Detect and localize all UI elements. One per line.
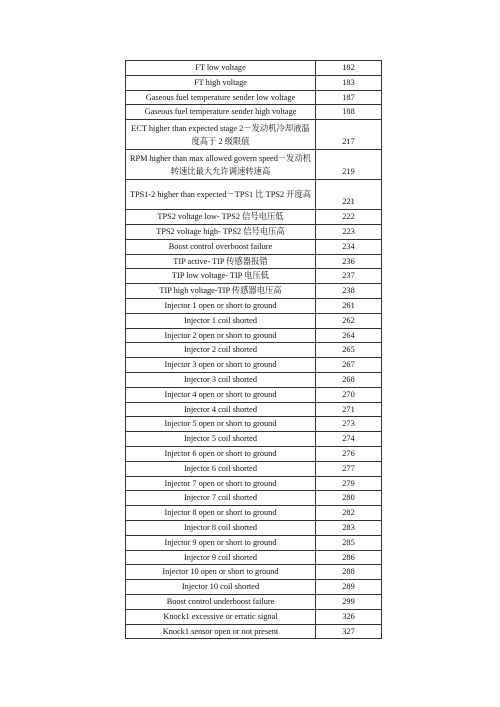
fault-description: Injector 8 coil shorted: [126, 520, 316, 535]
fault-description: Knock1 excessive or erratic signal: [126, 609, 316, 624]
table-row: [126, 476, 382, 491]
fault-description: TPS1-2 higher than expected－TPS1 比 TPS2 开度高: [126, 180, 316, 210]
table-row: [126, 550, 382, 565]
table-row: [126, 580, 382, 595]
fault-description: Injector 5 open or short to ground: [126, 417, 316, 432]
table-row: [126, 387, 382, 402]
fault-description: Injector 10 coil shorted: [126, 580, 316, 595]
fault-code: 237: [316, 269, 382, 284]
fault-code: 326: [316, 609, 382, 624]
table-row: [126, 90, 382, 105]
fault-description: Gaseous fuel temperature sender high voltage: [126, 105, 316, 120]
fault-code: 273: [316, 417, 382, 432]
fault-description: Boost control overboost failure: [126, 239, 316, 254]
fault-description: Injector 2 coil shorted: [126, 343, 316, 358]
table-row: [126, 491, 382, 506]
fault-description: Injector 5 coil shorted: [126, 432, 316, 447]
fault-code: 289: [316, 580, 382, 595]
fault-code: 234: [316, 239, 382, 254]
table-row: [126, 269, 382, 284]
fault-code: 299: [316, 594, 382, 609]
table-row: [126, 254, 382, 269]
fault-code: 188: [316, 105, 382, 120]
fault-code: 219: [316, 150, 382, 180]
fault-code: 274: [316, 432, 382, 447]
fault-description: Injector 3 coil shorted: [126, 372, 316, 387]
fault-code: 222: [316, 210, 382, 225]
fault-description: Injector 1 coil shorted: [126, 313, 316, 328]
fault-description: Injector 7 coil shorted: [126, 491, 316, 506]
fault-code-table-body: [126, 61, 382, 639]
fault-description: Injector 10 open or short to ground: [126, 565, 316, 580]
fault-description: FT low voltage: [126, 61, 316, 76]
fault-code: 270: [316, 387, 382, 402]
fault-code: 236: [316, 254, 382, 269]
table-row: [126, 432, 382, 447]
table-row: [126, 298, 382, 313]
fault-code: 282: [316, 506, 382, 521]
fault-code: 279: [316, 476, 382, 491]
fault-code-table: [125, 60, 382, 639]
fault-code: 261: [316, 298, 382, 313]
fault-code: 223: [316, 224, 382, 239]
table-row: [126, 313, 382, 328]
fault-code: 182: [316, 61, 382, 76]
fault-code: 276: [316, 446, 382, 461]
fault-code: 286: [316, 550, 382, 565]
table-row: [126, 75, 382, 90]
table-row: [126, 461, 382, 476]
fault-code: 285: [316, 535, 382, 550]
fault-description: Gaseous fuel temperature sender low voltage: [126, 90, 316, 105]
fault-description: FT high voltage: [126, 75, 316, 90]
fault-code: 283: [316, 520, 382, 535]
table-row: [126, 446, 382, 461]
fault-description: ECT higher than expected stage 2－发动机冷却液温度高于 2 级限值: [126, 120, 316, 150]
fault-description: Boost control underboost failure: [126, 594, 316, 609]
table-row: [126, 328, 382, 343]
fault-description: TPS2 voltage high- TPS2 信号电压高: [126, 224, 316, 239]
table-row: [126, 120, 382, 150]
table-row: [126, 358, 382, 373]
fault-description: RPM higher than max allowed govern speed－发动机转速比最大允许调速转速高: [126, 150, 316, 180]
table-row: [126, 343, 382, 358]
fault-description: Injector 3 open or short to ground: [126, 358, 316, 373]
fault-description: TPS2 voltage low- TPS2 信号电压低: [126, 210, 316, 225]
table-row: [126, 284, 382, 299]
fault-code: 221: [316, 180, 382, 210]
fault-code: 183: [316, 75, 382, 90]
fault-description: Knock1 sensor open or not present: [126, 624, 316, 639]
fault-description: Injector 2 open or short to ground: [126, 328, 316, 343]
fault-description: TIP low voltage- TIP 电压低: [126, 269, 316, 284]
fault-description: Injector 1 open or short to ground: [126, 298, 316, 313]
fault-code: 267: [316, 358, 382, 373]
fault-code: 268: [316, 372, 382, 387]
fault-code: 280: [316, 491, 382, 506]
fault-description: Injector 9 coil shorted: [126, 550, 316, 565]
table-row: [126, 105, 382, 120]
table-row: [126, 417, 382, 432]
fault-description: Injector 9 open or short to ground: [126, 535, 316, 550]
fault-description: Injector 4 open or short to ground: [126, 387, 316, 402]
fault-code: 277: [316, 461, 382, 476]
table-row: [126, 520, 382, 535]
fault-description: Injector 4 coil shorted: [126, 402, 316, 417]
fault-code: 238: [316, 284, 382, 299]
fault-code: 262: [316, 313, 382, 328]
table-row: [126, 402, 382, 417]
fault-description: Injector 8 open or short to ground: [126, 506, 316, 521]
table-row: [126, 239, 382, 254]
table-row: [126, 565, 382, 580]
fault-description: Injector 7 open or short to ground: [126, 476, 316, 491]
table-row: [126, 535, 382, 550]
fault-code: 271: [316, 402, 382, 417]
fault-code: 288: [316, 565, 382, 580]
fault-code: 187: [316, 90, 382, 105]
table-row: [126, 506, 382, 521]
document-page: [125, 60, 375, 639]
table-row: [126, 224, 382, 239]
fault-description: Injector 6 open or short to ground: [126, 446, 316, 461]
fault-description: TIP high voltage-TIP 传感器电压高: [126, 284, 316, 299]
fault-code: 265: [316, 343, 382, 358]
fault-code: 217: [316, 120, 382, 150]
fault-description: TIP active- TIP 传感器报错: [126, 254, 316, 269]
table-row: [126, 210, 382, 225]
table-row: [126, 372, 382, 387]
fault-code: 327: [316, 624, 382, 639]
table-row: [126, 609, 382, 624]
table-row: [126, 180, 382, 210]
fault-description: Injector 6 coil shorted: [126, 461, 316, 476]
table-row: [126, 624, 382, 639]
fault-code: 264: [316, 328, 382, 343]
table-row: [126, 61, 382, 76]
table-row: [126, 594, 382, 609]
table-row: [126, 150, 382, 180]
